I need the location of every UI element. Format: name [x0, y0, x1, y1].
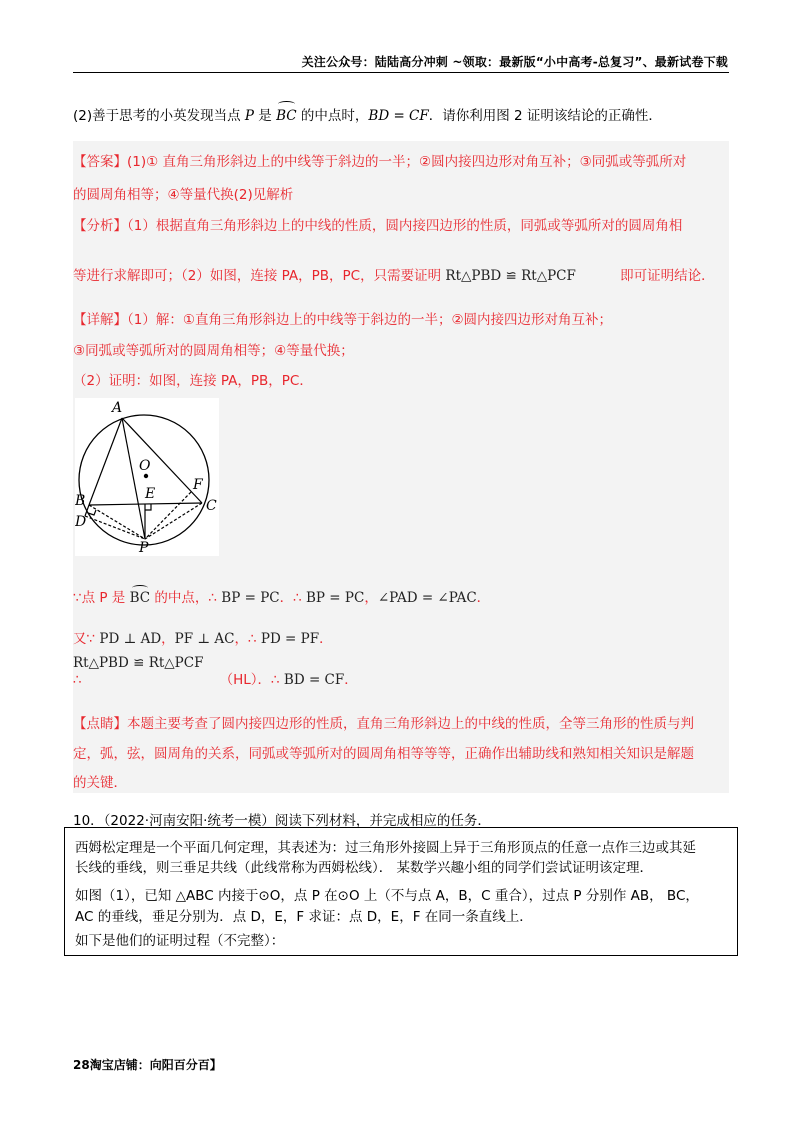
q2-text-mid2: 的中点时， [296, 108, 369, 124]
step2-eq: PD = PF [260, 631, 320, 647]
step2-perp1: PD ⊥ AD [99, 631, 162, 647]
step4-eq: BD = CF [283, 672, 345, 688]
analysis-line-1: 【分析】（1）根据直角三角形斜边上的中线的性质，圆内接四边形的性质，同弧或等弧所对的圆周角相 [73, 218, 683, 234]
key-point-line-1: 【点睛】本题主要考查了圆内接四边形的性质，直角三角形斜边上的中线的性质，全等三角形的性质与判 [73, 716, 694, 732]
analysis-line-2 [73, 264, 715, 284]
label-p: P [139, 540, 149, 556]
material-line-2: 长线的垂线，则三垂足共线（此线常称为西姆松线）． 某数学兴趣小组的同学们尝试证明该定理． [75, 860, 654, 876]
step1-comma: ， [364, 590, 378, 606]
q2-equation: BD = CF [368, 108, 429, 124]
label-f: F [193, 477, 203, 493]
q2-text-post: ．请你利用图 2 证明该结论的正确性． [428, 108, 662, 124]
detail-line-1: 【详解】（1）解：①直角三角形斜边上的中线等于斜边的一半；②圆内接四边形对角互补； [73, 312, 613, 328]
step1-arc-eq: BP = PC [221, 590, 280, 606]
proof-step-4 [73, 668, 358, 688]
step1-angle-eq: ∠PAD = ∠PAC [377, 590, 477, 606]
step4-end: ． [344, 672, 358, 688]
q2-arc-bc: BC [276, 108, 297, 124]
q2-text-mid: 是 [254, 108, 277, 124]
page-footer: 28淘宝店铺：向阳百分百】 [73, 1058, 222, 1072]
material-line-3: 如图（1），已知 △ABC 内接于⊙O，点 P 在⊙O 上（不与点 A，B，C 重合），过点 P 分别作 AB， BC， [75, 888, 699, 904]
material-line-5: 如下是他们的证明过程（不完整）： [75, 933, 285, 949]
question-10-title: 10．（2022·河南安阳·统考一模）阅读下列材料，并完成相应的任务． [73, 813, 491, 829]
label-a: A [112, 400, 123, 416]
proof-step-1 [73, 586, 490, 606]
header-divider [73, 72, 729, 73]
label-d: D [75, 514, 87, 530]
step4-therefore: ∴ [73, 672, 82, 688]
page-header: 关注公众号：陆陆高分冲刺 ~领取：最新版“小中高考-总复习”、最新试卷下载 [301, 55, 728, 69]
step2-comma: ， [161, 631, 175, 647]
material-box [64, 827, 738, 956]
step1-chord-eq: BP = PC [306, 590, 365, 606]
analysis-text: 等进行求解即可；（2）如图，连接 PA，PB，PC，只需要证明 [73, 268, 442, 284]
key-point-line-3: 的关键． [73, 775, 127, 791]
label-c: C [206, 498, 217, 514]
question-part-2 [73, 106, 662, 126]
step1-text2: 的中点，∴ [150, 590, 222, 606]
step2-perp2: PF ⊥ AC [174, 631, 235, 647]
congruence-expr: Rt△PBD ≌ Rt△PCF [445, 268, 576, 284]
step2-text: 又∵ [73, 631, 100, 647]
step2-therefore: ，∴ [234, 631, 261, 647]
key-point-line-2: 定，弧，弦，圆周角的关系，同弧或等弧所对的圆周角相等等等，正确作出辅助线和熟知相关知识是解题 [73, 746, 694, 762]
step1-text: ∵点 P 是 [73, 590, 130, 606]
step3-congruence: Rt△PBD ≌ Rt△PCF [73, 655, 204, 671]
material-line-1: 西姆松定理是一个平面几何定理，其表述为：过三角形外接圆上异于三角形顶点的任意一点作三边或其延 [75, 840, 696, 856]
analysis-end: 即可证明结论． [620, 268, 715, 284]
label-e: E [145, 486, 156, 502]
detail-line-2: ③同弧或等弧所对的圆周角相等；④等量代换； [73, 343, 354, 359]
q2-text-pre: (2)善于思考的小英发现当点 [73, 108, 245, 124]
label-b: B [75, 493, 86, 509]
material-line-4: AC 的垂线，垂足分别为．点 D，E，F 求证：点 D，E，F 在同一条直线上． [75, 909, 533, 925]
label-o: O [139, 458, 151, 474]
step1-text3: ．∴ [279, 590, 306, 606]
step2-end: ． [319, 631, 333, 647]
step1-end: ． [476, 590, 491, 606]
step1-arc: BC [129, 590, 151, 606]
answer-line-1: 【答案】(1)① 直角三角形斜边上的中线等于斜边的一半；②圆内接四边形对角互补；③同弧或等弧所对 [73, 154, 687, 170]
answer-line-2: 的圆周角相等；④等量代换(2)见解析 [73, 187, 294, 203]
circle-figure [75, 398, 219, 556]
detail-line-3: （2）证明：如图，连接 PA，PB，PC． [73, 373, 313, 389]
proof-step-2 [73, 627, 333, 647]
q2-point-p: P [244, 108, 255, 124]
step4-hl: （HL）．∴ [219, 672, 284, 688]
